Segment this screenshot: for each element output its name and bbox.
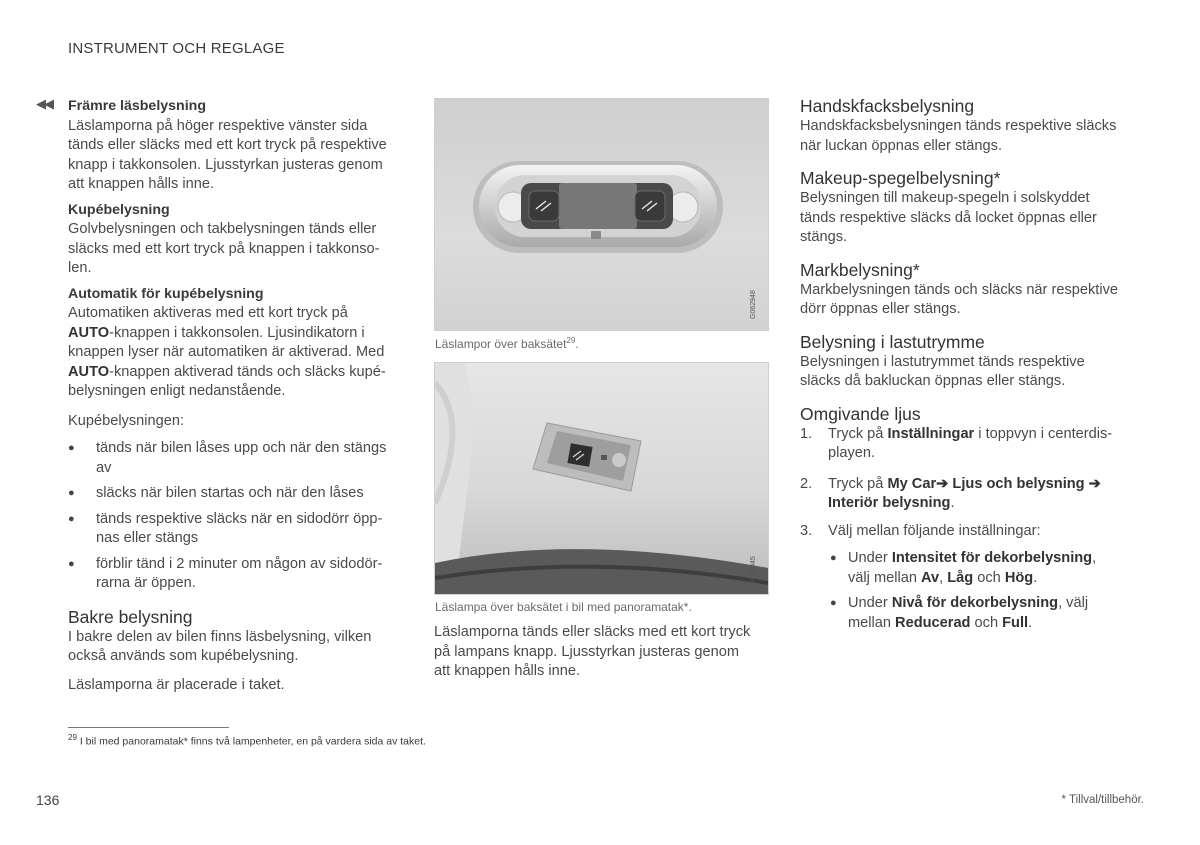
arrow-right-icon: ➔ xyxy=(1084,475,1101,492)
option-note: * Tillval/tillbehör. xyxy=(1061,794,1144,806)
list-item xyxy=(68,555,408,594)
text-span: välj mellan xyxy=(848,569,921,586)
auto-label: AUTO xyxy=(68,363,110,380)
text-line: att knappen hålls inne. xyxy=(68,176,215,192)
text-line: knapp i takkonsolen. Ljusstyrkan justeras genom xyxy=(68,156,383,173)
text-line: Läslamporna på höger respektive vänster sida xyxy=(68,117,368,134)
list-item xyxy=(828,549,1150,588)
text-span: -knappen i takkonsolen. Ljusindikatorn i xyxy=(109,324,365,341)
menu-term: Interiör belysning xyxy=(828,495,951,511)
arrow-right-icon: ➔ xyxy=(936,475,949,492)
footnote-number: 29 xyxy=(68,733,77,742)
menu-term: Nivå för dekorbelysning xyxy=(891,595,1059,611)
text-span: , xyxy=(939,569,948,586)
text-line: ● förblir tänd i 2 minuter om någon av sidodör- xyxy=(96,555,383,572)
heading-text: Markbelysning xyxy=(800,259,913,280)
menu-term: Reducerad xyxy=(895,614,971,631)
column-left xyxy=(68,97,408,695)
heading-bakre-belysning: Bakre belysning xyxy=(68,606,193,627)
text-line: knappen lyser när automatiken är aktiverad. Med xyxy=(68,344,385,360)
list-item xyxy=(68,510,408,549)
menu-term: Full xyxy=(1002,614,1029,631)
text-line: Handskfacksbelysningen tänds respektive släcks xyxy=(800,118,1117,134)
list-item xyxy=(828,594,1150,633)
text-line xyxy=(828,475,1150,495)
option-star: * xyxy=(912,259,920,280)
footnote-text: I bil med panoramatak* finns två lampenheter, en på vardera sida av taket. xyxy=(79,735,426,748)
text-line xyxy=(848,549,1150,569)
text-span: , xyxy=(1092,550,1097,566)
list-intro: Kupébelysningen: xyxy=(68,412,185,429)
footnote-ref: 29 xyxy=(566,336,576,345)
text-line: tänds eller släcks med ett kort tryck på respektive xyxy=(68,137,387,153)
footnote xyxy=(68,733,426,748)
bullet-list xyxy=(68,439,408,594)
step-number: 1. xyxy=(800,425,813,442)
text-line xyxy=(68,324,408,344)
reading-lamps-image xyxy=(434,98,769,331)
text-span: och xyxy=(973,569,1005,586)
text-line: I bakre delen av bilen finns läsbelysning, vilken xyxy=(68,628,372,645)
text-line: att knappen hålls inne. xyxy=(434,663,581,679)
text-line xyxy=(848,614,1150,634)
list-item xyxy=(800,475,1150,514)
text-line xyxy=(828,494,1150,514)
list-item xyxy=(800,522,1150,634)
menu-term: Hög xyxy=(1004,569,1034,586)
text-line xyxy=(848,594,1150,614)
image-caption xyxy=(435,336,579,351)
text-span: -knappen aktiverad tänds och släcks kupé- xyxy=(109,363,386,380)
text-line: rarna är öppen. xyxy=(96,575,196,591)
text-span: Tryck på xyxy=(828,475,888,492)
panorama-lamp-illustration xyxy=(435,363,768,594)
double-left-arrow-icon: ◀◀ xyxy=(36,96,52,111)
sub-bullet-list xyxy=(828,549,1150,633)
image-caption: Läslampa över baksätet i bil med panoramatak*. xyxy=(435,600,692,614)
page-number: 136 xyxy=(36,792,60,808)
heading-omgivande-ljus: Omgivande ljus xyxy=(800,403,921,424)
list-item xyxy=(68,439,408,478)
section-title: INSTRUMENT OCH REGLAGE xyxy=(68,40,285,57)
heading-kupebelysning: Kupébelysning xyxy=(68,201,170,218)
text-line: dörr öppnas eller stängs. xyxy=(800,301,961,317)
text-span: Under xyxy=(848,595,892,611)
text-line: playen. xyxy=(828,445,876,461)
text-line: släcks med ett kort tryck på knappen i takkonso- xyxy=(68,240,380,257)
text-line: Belysningen i lastutrymmet tänds respektive xyxy=(800,353,1085,370)
numbered-list xyxy=(800,425,1150,634)
caption-end: . xyxy=(575,337,579,351)
heading-belysning-lastutrymme: Belysning i lastutrymme xyxy=(800,331,985,352)
text-line xyxy=(848,569,1150,589)
list-item xyxy=(800,425,1150,464)
text-line: nas eller stängs xyxy=(96,530,199,546)
footnote-divider xyxy=(68,727,229,728)
panorama-lamp-image xyxy=(434,362,769,595)
text-line: ● tänds respektive släcks när en sidodörr öpp- xyxy=(96,510,383,527)
heading-framre-lasbelysning: Främre läsbelysning xyxy=(68,98,206,114)
text-line: Välj mellan följande inställningar: xyxy=(828,522,1041,539)
text-line xyxy=(828,425,1150,445)
reading-lamps-illustration xyxy=(435,99,768,330)
text-span: . xyxy=(1033,569,1038,586)
text-line: Läslamporna är placerade i taket. xyxy=(68,676,285,693)
step-number: 2. xyxy=(800,475,813,492)
menu-term: Intensitet för dekorbelysning xyxy=(891,550,1093,566)
heading-makeup-spegelbelysning xyxy=(800,167,1150,189)
text-line: Belysningen till makeup-spegeln i solskyddet xyxy=(800,190,1090,206)
text-span: och xyxy=(970,614,1003,631)
text-span: . xyxy=(1028,614,1033,631)
list-item xyxy=(68,484,408,504)
menu-term: Låg xyxy=(947,569,974,586)
heading-text: Makeup-spegelbelysning xyxy=(800,168,994,188)
text-line: på lampans knapp. Ljusstyrkan justeras genom xyxy=(434,643,740,660)
text-span: mellan xyxy=(848,614,896,631)
text-line: av xyxy=(96,459,112,476)
text-line: stängs. xyxy=(800,229,848,245)
text-line: len. xyxy=(68,260,92,276)
text-line: Markbelysningen tänds och släcks när respektive xyxy=(800,281,1118,298)
menu-term: My Car xyxy=(887,475,937,492)
text-span: i toppvyn i centerdis- xyxy=(974,425,1113,442)
text-line: Läslamporna tänds eller släcks med ett kort tryck xyxy=(434,624,751,640)
image-code: G062945 xyxy=(750,556,757,585)
option-star: * xyxy=(993,168,1001,188)
text-line: också används som kupébelysning. xyxy=(68,648,299,664)
text-line: Automatiken aktiveras med ett kort tryck på xyxy=(68,305,348,321)
text-line: belysningen enligt nedanstående. xyxy=(68,383,286,399)
text-line: när luckan öppnas eller stängs. xyxy=(800,137,1003,154)
image-code: G062948 xyxy=(750,290,757,319)
text-line: släcks då bakluckan öppnas eller stängs. xyxy=(800,373,1066,389)
menu-term: Inställningar xyxy=(887,425,975,442)
caption-text: Läslampor över baksätet xyxy=(435,337,567,351)
text-span: , välj xyxy=(1058,595,1089,611)
column-right xyxy=(800,95,1150,633)
menu-term: Av xyxy=(921,569,940,586)
step-number: 3. xyxy=(800,522,813,539)
text-span: Under xyxy=(848,550,892,566)
column-middle-text xyxy=(434,623,774,682)
text-span: Tryck på xyxy=(828,425,888,442)
heading-handskfacksbelysning: Handskfacksbelysning xyxy=(800,96,975,116)
menu-term: Ljus och belysning xyxy=(948,475,1085,492)
auto-label: AUTO xyxy=(68,324,110,341)
text-line: ● tänds när bilen låses upp och när den stängs xyxy=(96,440,387,456)
text-line: Golvbelysningen och takbelysningen tänds eller xyxy=(68,221,377,237)
heading-markbelysning xyxy=(800,259,1150,281)
text-line xyxy=(68,363,408,383)
heading-automatik: Automatik för kupébelysning xyxy=(68,285,264,302)
text-line: ● släcks när bilen startas och när den låses xyxy=(96,485,364,501)
text-span: . xyxy=(950,495,955,511)
text-line: tänds respektive släcks då locket öppnas eller xyxy=(800,209,1097,226)
